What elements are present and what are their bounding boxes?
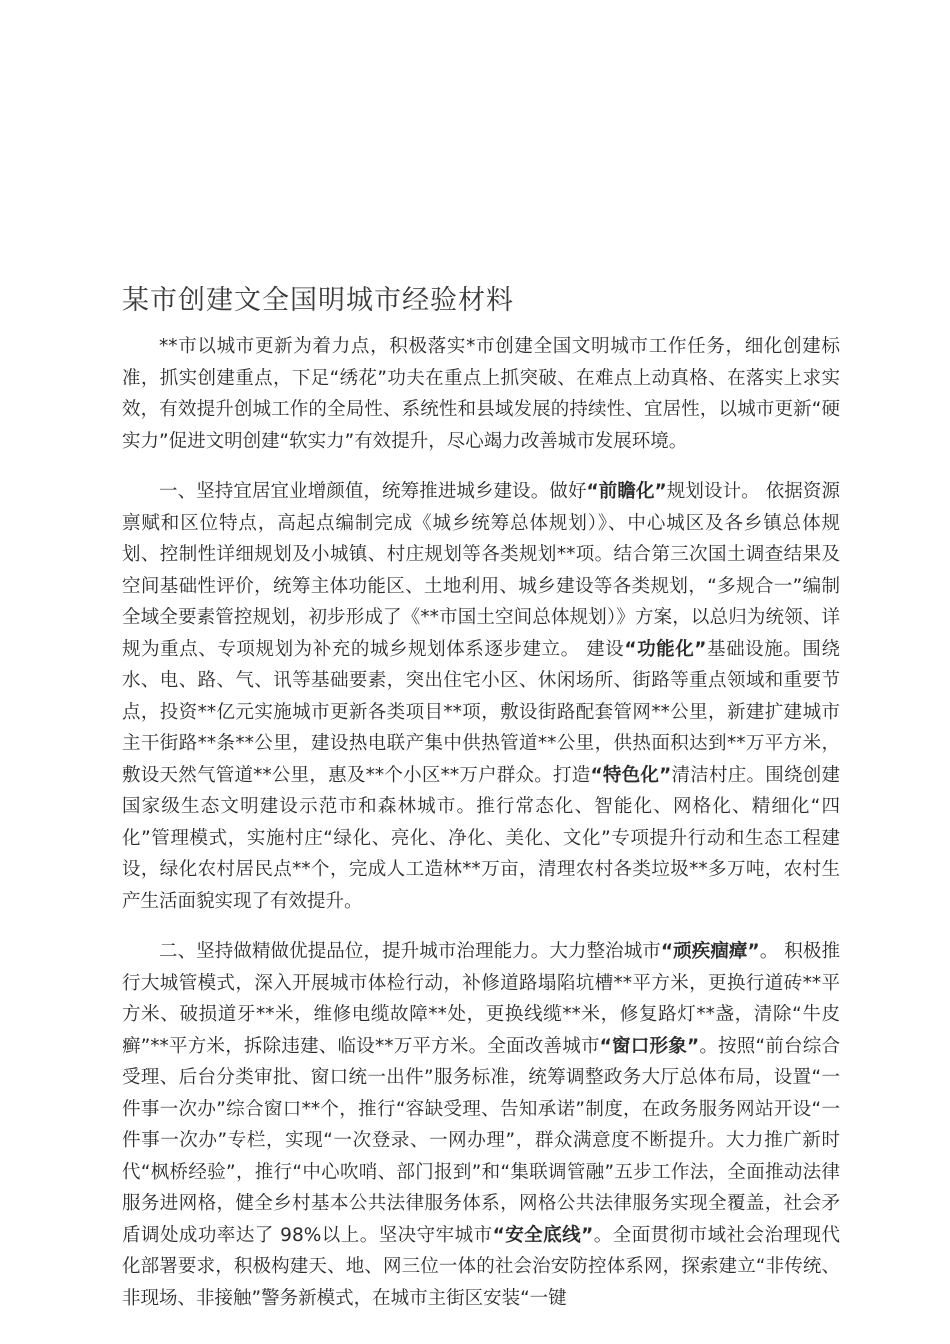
- bold-keyword: “窗口形象”: [599, 1035, 700, 1057]
- paragraph-text: 。按照“前台综合受理、后台分类审批、窗口统一出件”服务标准，统筹调整政务大厅总体布局，设置“一件事一次办”综合窗口**个，推行“容缺受理、告知承诺”制度，在政务服务网站开设“一件事一次办”专栏，实现“一次登录、一网办理”，群众满意度不断提升。大力推广新时代“枫桥经验”，推行“中心吹哨、部门报到”和“集联调管融”五步工作法，全面推动法律服务进网格，健全乡村基本公共法律服务体系，网格公共法律服务实现全覆盖，社会矛盾调处成功率达了 98%以上。坚决守牢城市: [122, 1035, 840, 1246]
- document-title: 某市创建文全国明城市经验材料: [122, 285, 514, 316]
- bold-keyword: “特色化”: [590, 764, 672, 786]
- paragraph-text: 。全面贯彻市域社会治理现代化部署要求，积极构建天、地、网三位一体的社会治安防控体系网，探索建立“非传统、非现场、非接触”警务新模式，在城市主街区安装“一键: [122, 1224, 840, 1309]
- paragraph-intro: [122, 331, 840, 457]
- paragraph-text: 清洁村庄。围绕创建国家级生态文明建设示范市和森林城市。推行常态化、智能化、网格化、精细化“四化”管理模式，实施村庄“绿化、亮化、净化、美化、文化”专项提升行动和生态工程建设，绿化农村居民点**个，完成人工造林**万亩，清理农村各类垃圾**多万吨，农村生产生活面貌实现了有效提升。: [122, 764, 840, 912]
- paragraph-text: 。 积极推行大城管模式，深入开展城市体检行动，补修道路塌陷坑槽**平方米，更换行道砖**平方米、破损道牙**米，维修电缆故障**处，更换线缆**米，修复路灯**盏，清除“牛皮癣”**平方米，拆除违建、临设**万平方米。全面改善城市: [122, 941, 840, 1057]
- paragraph-section-two: [122, 936, 840, 1314]
- bold-keyword: “功能化”: [624, 638, 707, 660]
- bold-keyword: “顽疾痼瘴”: [660, 941, 760, 962]
- document-body: [122, 331, 840, 1332]
- bold-keyword: “前瞻化”: [586, 481, 667, 502]
- paragraph-text: 一、坚持宜居宜业增颜值，统筹推进城乡建设。做好: [159, 481, 587, 502]
- paragraph-section-one: [122, 476, 840, 917]
- paragraph-text: **市以城市更新为着力点，积极落实*市创建全国文明城市工作任务，细化创建标准，抓实创建重点，下足“绣花”功夫在重点上抓突破、在难点上动真格、在落实上求实效，有效提升创城工作的全局性、系统性和县域发展的持续性、宜居性，以城市更新“硬实力”促进文明创建“软实力”有效提升，尽心竭力改善城市发展环境。: [122, 336, 840, 452]
- paragraph-text: 二、坚持做精做优提品位，提升城市治理能力。大力整治城市: [159, 941, 661, 962]
- paragraph-text: 基础设施。围绕水、电、路、气、讯等基础要素，突出住宅小区、休闲场所、街路等重点领域和重要节点，投资**亿元实施城市更新各类项目**项，敷设街路配套管网**公里，新建扩建城市主干街路**条**公里，建设热电联产集中供热管道**公里，供热面积达到**万平方米，敷设天然气管道**公里，惠及**个小区**万户群众。打造: [122, 638, 840, 786]
- paragraph-text: 规划设计。 依据资源禀赋和区位特点，高起点编制完成《城乡统筹总体规划）》、中心城区及各乡镇总体规划、控制性详细规划及小城镇、村庄规划等各类规划**项。结合第三次国土调查结果及空间基础性评价，统筹主体功能区、土地利用、城乡建设等各类规划，“多规合一”编制全域全要素管控规划，初步形成了《**市国土空间总体规划）》方案，以总归为统领、详规为重点、专项规划为补充的城乡规划体系逐步建立。 建设: [122, 481, 840, 660]
- bold-keyword: “安全底线”: [492, 1224, 594, 1246]
